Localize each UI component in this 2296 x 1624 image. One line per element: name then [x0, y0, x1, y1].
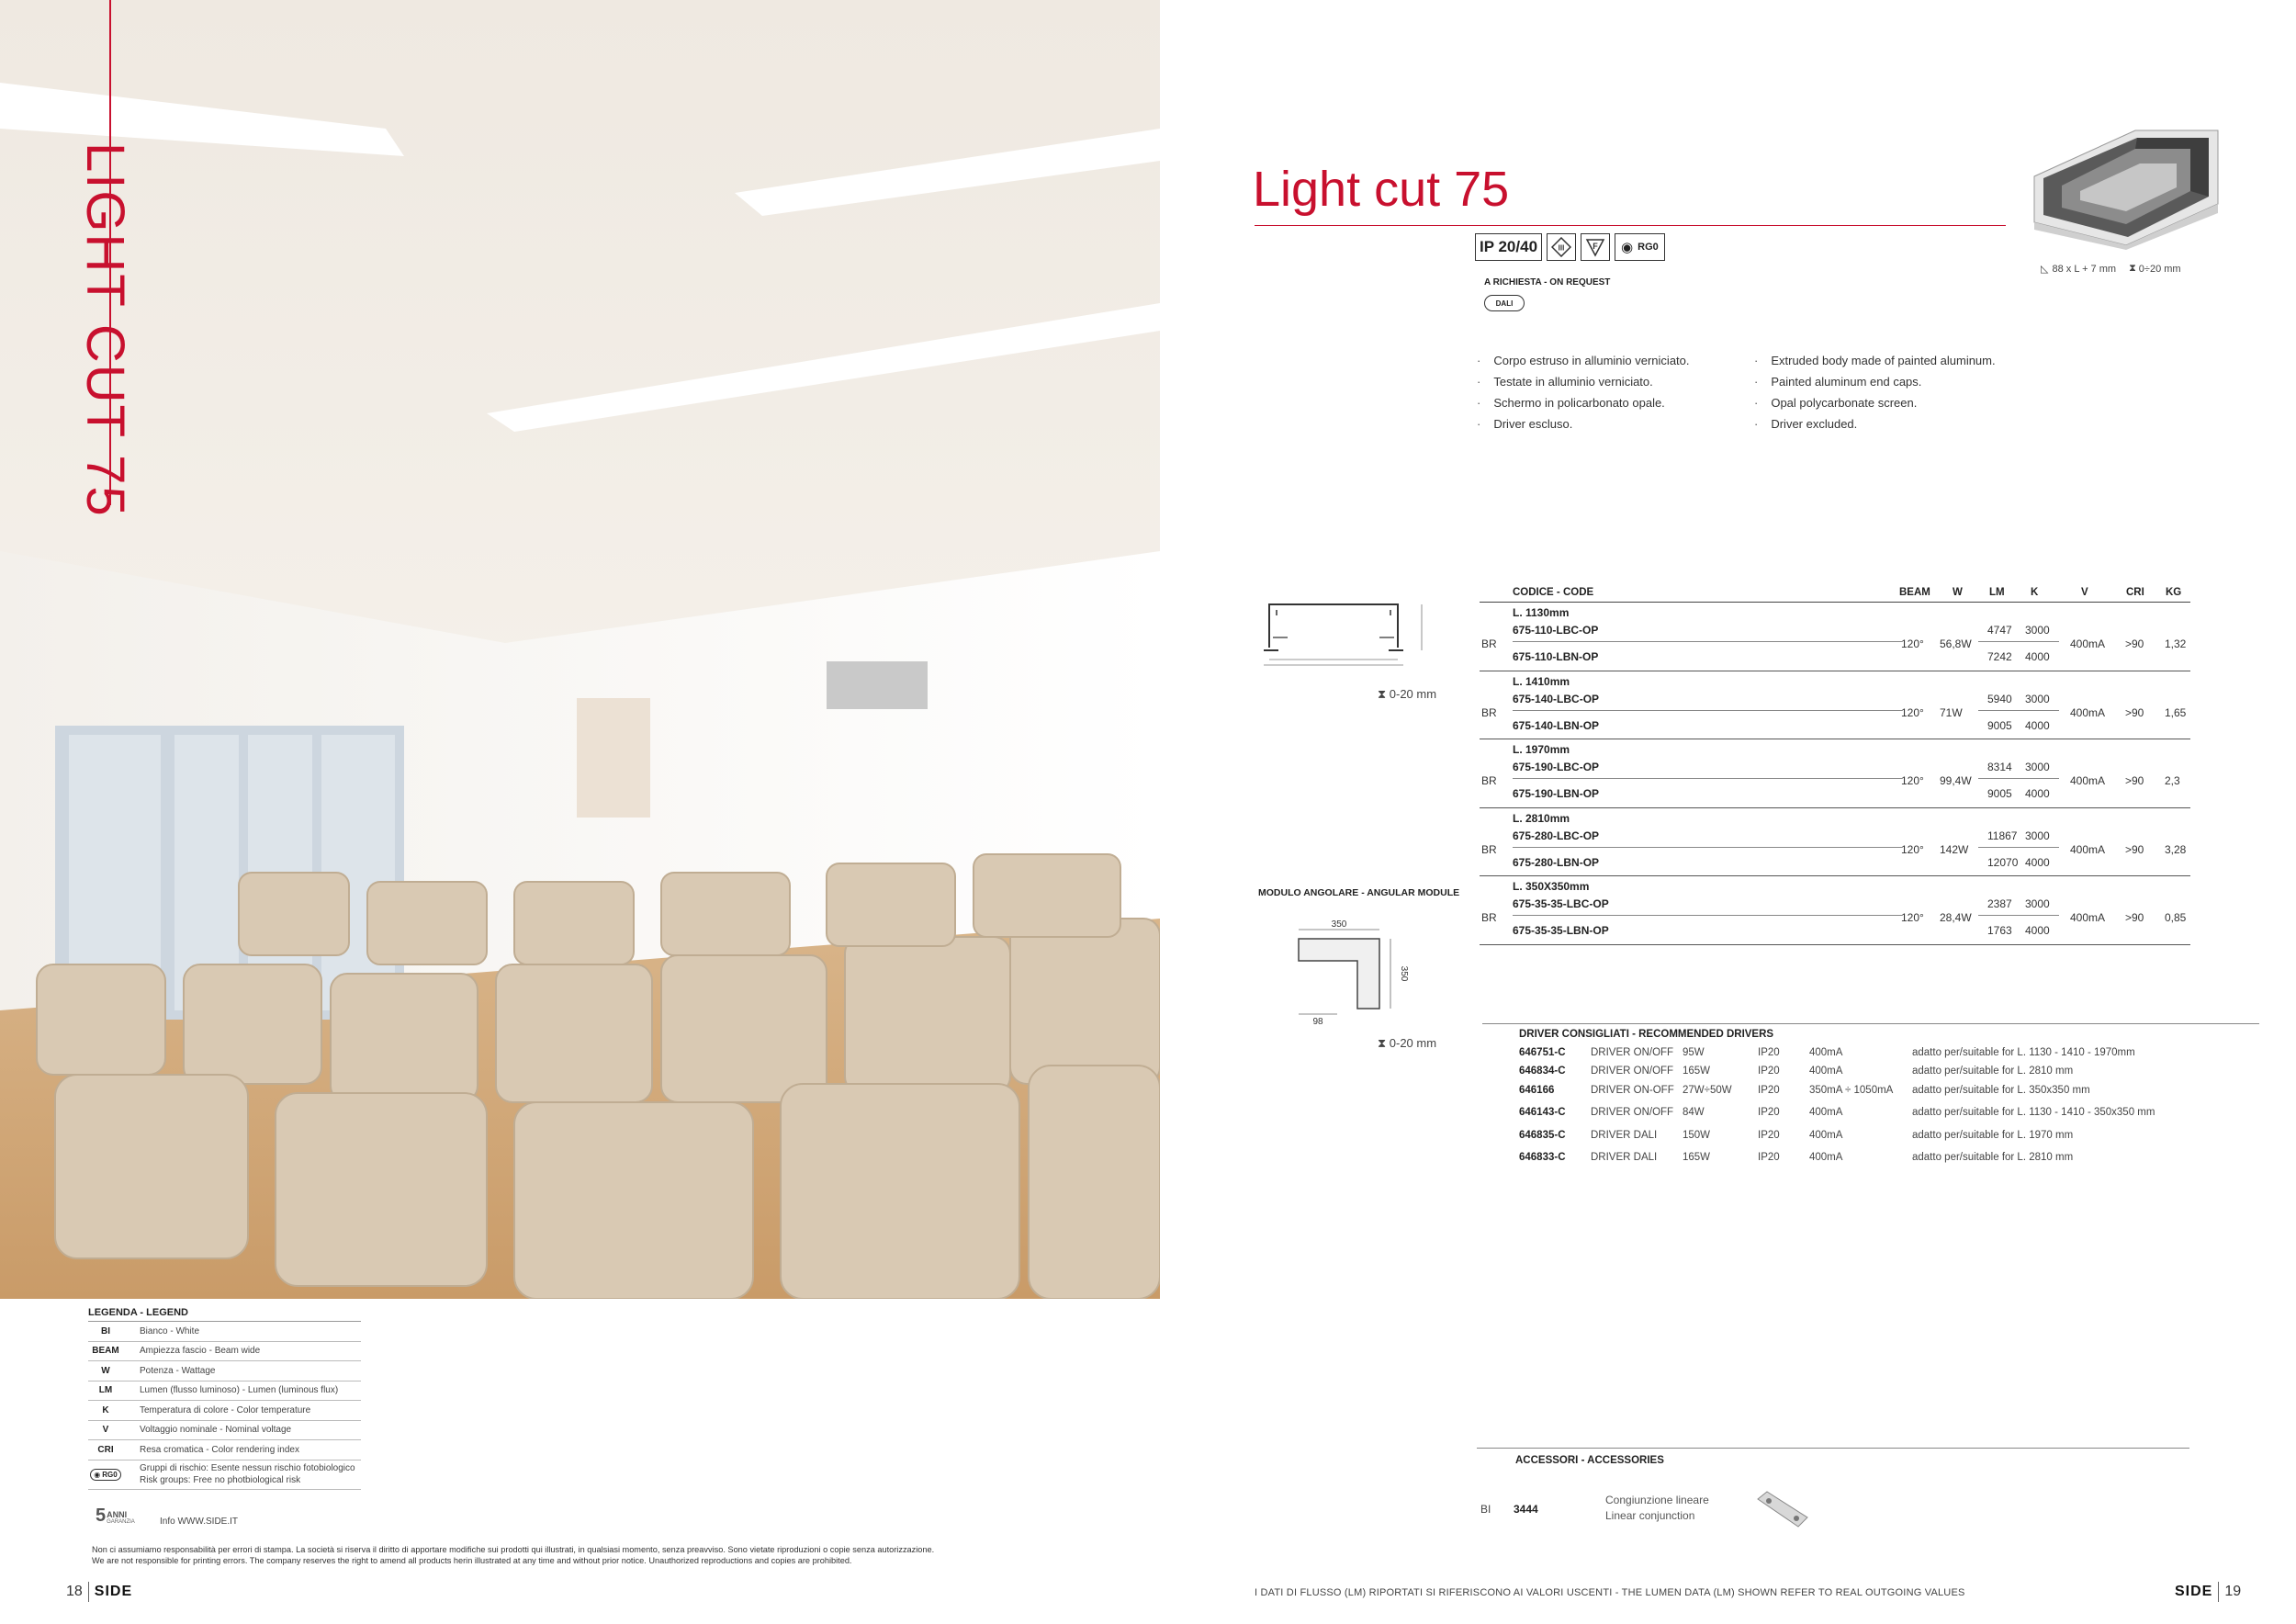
driver-code: 646834-C — [1519, 1066, 1566, 1077]
driver-row — [1482, 1130, 2259, 1146]
lumen: 9005 — [1987, 787, 2012, 800]
feature-item: · Testate in alluminio verniciato. — [1477, 371, 1690, 392]
ip-rating-badge: IP 20/40 — [1475, 233, 1542, 261]
driver-current: 350mA ÷ 1050mA — [1809, 1085, 1894, 1096]
warranty-sub: GARANZIA — [107, 1519, 135, 1525]
lumen: 11867 — [1987, 829, 2018, 842]
angular-module-drawing — [1295, 917, 1409, 1027]
lumen: 9005 — [1987, 718, 2012, 732]
auditorium-photo — [0, 0, 1160, 1299]
accessories-rule — [1477, 1448, 2189, 1449]
driver-ip: IP20 — [1758, 1152, 1780, 1163]
footer-divider — [88, 1582, 89, 1602]
features-list-en — [1754, 350, 1996, 434]
driver-type: DRIVER DALI — [1591, 1130, 1658, 1141]
disclaimer-en: We are not responsible for printing errors. The company reserves the right to amend all products herin illustrated at any time and without prior notice. Unauthorized reproductions and copies are prohibited. — [92, 1556, 852, 1565]
kelvin: 4000 — [2025, 787, 2050, 800]
current: 400mA — [2070, 637, 2106, 650]
info-website-link[interactable]: Info WWW.SIDE.IT — [160, 1517, 239, 1527]
kelvin: 3000 — [2025, 624, 2050, 637]
angular-module-label: MODULO ANGOLARE - ANGULAR MODULE — [1258, 887, 1460, 898]
lumen: 2387 — [1987, 897, 2012, 910]
table-row-group — [1480, 739, 2190, 808]
lumen: 12070 — [1987, 855, 2019, 869]
table-row-group — [1480, 671, 2190, 740]
profile-dimension-icon: ◺ — [2041, 264, 2049, 275]
col-kg: KG — [2166, 587, 2182, 598]
driver-ip: IP20 — [1758, 1107, 1780, 1118]
product-title: Light cut 75 — [1253, 162, 1510, 217]
weight: 1,32 — [2165, 637, 2187, 650]
driver-watt: 165W — [1683, 1152, 1711, 1163]
disclaimer-it: Non ci assumiamo responsabilità per errori di stampa. La società si riserva il diritto di apportare modifiche sui prodotti qui illustrati, in qualsiasi momento, senza preavviso. Sono vietate riproduzioni o copie senza autorizzazione. — [92, 1545, 935, 1554]
driver-ip: IP20 — [1758, 1047, 1780, 1058]
driver-row — [1482, 1066, 2259, 1082]
driver-code: 646833-C — [1519, 1152, 1566, 1163]
legend-row — [88, 1421, 361, 1441]
features-list-it — [1477, 350, 1690, 434]
driver-fit: adatto per/suitable for L. 350x350 mm — [1912, 1085, 2090, 1096]
legend-row-risk — [88, 1460, 361, 1490]
kelvin: 3000 — [2025, 692, 2050, 705]
warranty-word: ANNI — [107, 1510, 128, 1519]
wattage: 28,4W — [1940, 911, 1972, 924]
driver-watt: 165W — [1683, 1066, 1711, 1077]
product-code: 675-140-LBC-OP — [1513, 692, 1600, 705]
legend-value: Bianco - White — [140, 1325, 200, 1336]
product-code: 675-190-LBN-OP — [1513, 787, 1600, 800]
driver-current: 400mA — [1809, 1047, 1843, 1058]
angular-width: 350 — [1331, 919, 1347, 930]
accessories-title: ACCESSORI - ACCESSORIES — [1515, 1455, 1664, 1466]
legend-row — [88, 1322, 361, 1342]
driver-fit: adatto per/suitable for L. 1130 - 1410 - 350x350 mm — [1912, 1107, 2155, 1118]
angular-recess-value: 0-20 mm — [1389, 1036, 1437, 1050]
driver-watt: 150W — [1683, 1130, 1711, 1141]
current: 400mA — [2070, 705, 2106, 719]
kelvin: 3000 — [2025, 897, 2050, 910]
warranty-logo — [96, 1506, 160, 1536]
legend-row — [88, 1440, 361, 1460]
kelvin: 4000 — [2025, 650, 2050, 663]
weight: 3,28 — [2165, 842, 2187, 856]
legend-row — [88, 1361, 361, 1382]
recess-depth-icon: ⧗ — [2129, 263, 2136, 274]
on-request-label: A RICHIESTA - ON REQUEST — [1484, 277, 1611, 288]
risk-group-label: RG0 — [1638, 242, 1659, 253]
driver-watt: 95W — [1683, 1047, 1705, 1058]
color: BR — [1481, 637, 1497, 650]
kelvin: 4000 — [2025, 855, 2050, 869]
product-code: 675-35-35-LBN-OP — [1513, 924, 1609, 937]
feature-item: · Extruded body made of painted aluminum. — [1754, 350, 1996, 371]
length: L. 2810mm — [1513, 811, 1570, 825]
color: BR — [1481, 774, 1497, 787]
driver-code: 646751-C — [1519, 1047, 1566, 1058]
weight: 0,85 — [2165, 911, 2187, 924]
length: L. 1130mm — [1513, 606, 1570, 619]
driver-fit: adatto per/suitable for L. 2810 mm — [1912, 1066, 2074, 1077]
legend-risk-text — [123, 1462, 355, 1486]
accessory-description — [1605, 1493, 1709, 1524]
angular-base: 98 — [1312, 1017, 1323, 1027]
driver-type: DRIVER ON/OFF — [1591, 1066, 1674, 1077]
certification-icons — [1475, 233, 1665, 261]
col-w: W — [1953, 587, 1963, 598]
lumen-data-note: I DATI DI FLUSSO (LM) RIPORTATI SI RIFERISCONO AI VALORI USCENTI - THE LUMEN DATA (LM) SHOWN REFER TO REAL OUTGOING VALUES — [1255, 1587, 1965, 1598]
beam: 120° — [1901, 774, 1924, 787]
driver-ip: IP20 — [1758, 1130, 1780, 1141]
driver-row — [1482, 1085, 2259, 1101]
page-number-left: 18 — [66, 1584, 83, 1599]
legend-row — [88, 1342, 361, 1362]
feature-item: · Driver excluded. — [1754, 413, 1996, 434]
feature-item: · Corpo estruso in alluminio verniciato. — [1477, 350, 1690, 371]
weight: 2,3 — [2165, 774, 2180, 787]
class-III-icon — [1547, 233, 1576, 261]
beam: 120° — [1901, 842, 1924, 856]
driver-type: DRIVER DALI — [1591, 1152, 1658, 1163]
legend-key: LM — [98, 1385, 113, 1396]
cri: >90 — [2125, 637, 2144, 650]
brand-logo: SIDE — [2175, 1584, 2213, 1599]
product-code: 675-280-LBN-OP — [1513, 855, 1600, 869]
lumen: 1763 — [1987, 924, 2012, 937]
legend-value: Temperatura di colore - Color temperature — [140, 1404, 311, 1415]
lumen: 8314 — [1987, 761, 2012, 773]
dimensions-note — [2041, 263, 2181, 275]
color: BR — [1481, 911, 1497, 924]
svg-text:F: F — [1593, 242, 1598, 251]
product-code: 675-35-35-LBC-OP — [1513, 897, 1609, 910]
feature-item: · Opal polycarbonate screen. — [1754, 392, 1996, 413]
kelvin: 3000 — [2025, 829, 2050, 842]
driver-current: 400mA — [1809, 1107, 1843, 1118]
warranty-number: 5 — [96, 1506, 107, 1526]
product-code: 675-280-LBC-OP — [1513, 829, 1600, 842]
profile-recess-value: 0-20 mm — [1389, 687, 1437, 701]
feature-item: · Schermo in policarbonato opale. — [1477, 392, 1690, 413]
weight: 1,65 — [2165, 705, 2187, 719]
footer-divider — [2218, 1582, 2219, 1602]
side-title: LIGHT CUT 75 — [75, 142, 135, 518]
wattage: 142W — [1940, 842, 1969, 856]
footer-left — [66, 1582, 132, 1602]
kelvin: 3000 — [2025, 761, 2050, 773]
driver-watt: 84W — [1683, 1107, 1705, 1118]
length: L. 1970mm — [1513, 743, 1570, 756]
driver-ip: IP20 — [1758, 1066, 1780, 1077]
driver-code: 646835-C — [1519, 1130, 1566, 1141]
accessory-code: 3444 — [1514, 1503, 1538, 1516]
legend-title: LEGENDA - LEGEND — [88, 1307, 361, 1322]
legend-value: Resa cromatica - Color rendering index — [140, 1444, 299, 1455]
footer-right — [2175, 1582, 2241, 1602]
legend — [88, 1307, 361, 1490]
cri: >90 — [2125, 774, 2144, 787]
accessory-desc-en: Linear conjunction — [1605, 1509, 1695, 1522]
beam: 120° — [1901, 705, 1924, 719]
legend-value: Voltaggio nominale - Nominal voltage — [140, 1425, 292, 1436]
product-code: 675-190-LBC-OP — [1513, 761, 1600, 773]
driver-code: 646166 — [1519, 1085, 1555, 1096]
driver-type: DRIVER ON-OFF — [1591, 1085, 1674, 1096]
color: BR — [1481, 842, 1497, 856]
legend-key: BEAM — [92, 1346, 119, 1357]
driver-current: 400mA — [1809, 1130, 1843, 1141]
beam: 120° — [1901, 911, 1924, 924]
cri: >90 — [2125, 842, 2144, 856]
legend-key: BI — [101, 1325, 110, 1336]
page-number-right: 19 — [2224, 1584, 2242, 1599]
legend-key: K — [102, 1404, 109, 1415]
driver-current: 400mA — [1809, 1152, 1843, 1163]
risk-group-badge — [1615, 233, 1665, 261]
angular-recess-note — [1378, 1036, 1436, 1051]
legend-key: V — [102, 1425, 109, 1436]
current: 400mA — [2070, 911, 2106, 924]
current: 400mA — [2070, 774, 2106, 787]
legend-risk-line1: Gruppi di rischio: Esente nessun rischio fotobiologico — [140, 1463, 355, 1473]
profile-section-drawing — [1251, 597, 1446, 671]
product-code: 675-110-LBC-OP — [1513, 624, 1599, 637]
driver-code: 646143-C — [1519, 1107, 1566, 1118]
driver-row — [1482, 1152, 2259, 1168]
lumen: 5940 — [1987, 692, 2012, 705]
driver-fit: adatto per/suitable for L. 1970 mm — [1912, 1130, 2074, 1141]
legend-value: Ampiezza fascio - Beam wide — [140, 1346, 261, 1357]
length: L. 350X350mm — [1513, 880, 1590, 893]
col-code: CODICE - CODE — [1513, 587, 1594, 598]
driver-ip: IP20 — [1758, 1085, 1780, 1096]
title-rule — [1255, 225, 2006, 226]
linear-joint-image — [1754, 1486, 1811, 1532]
table-header — [1480, 586, 2190, 603]
driver-fit: adatto per/suitable for L. 1130 - 1410 - 1970mm — [1912, 1047, 2135, 1058]
col-cri: CRI — [2126, 587, 2144, 598]
legend-row — [88, 1401, 361, 1421]
current: 400mA — [2070, 842, 2106, 856]
driver-type: DRIVER ON/OFF — [1591, 1047, 1674, 1058]
product-image — [2025, 112, 2229, 250]
col-k: K — [2031, 587, 2039, 598]
accessory-color: BI — [1480, 1503, 1491, 1516]
lumen: 4747 — [1987, 624, 2012, 637]
feature-item: · Painted aluminum end caps. — [1754, 371, 1996, 392]
legend-key: CRI — [97, 1444, 114, 1455]
table-row-group — [1480, 808, 2190, 877]
legend-value: Lumen (flusso luminoso) - Lumen (luminous flux) — [140, 1385, 339, 1396]
legend-risk-icon — [88, 1469, 123, 1481]
legend-value: Potenza - Wattage — [140, 1365, 216, 1376]
eye-icon: ◉ — [1621, 240, 1634, 255]
driver-row — [1482, 1107, 2259, 1123]
table-row-group — [1480, 603, 2190, 671]
wattage: 56,8W — [1940, 637, 1972, 650]
beam: 120° — [1901, 637, 1924, 650]
accessory-desc-it: Congiunzione lineare — [1605, 1494, 1709, 1506]
driver-fit: adatto per/suitable for L. 2810 mm — [1912, 1152, 2074, 1163]
legend-row — [88, 1382, 361, 1402]
kelvin: 4000 — [2025, 924, 2050, 937]
product-codes-table — [1480, 586, 2190, 945]
table-row-group — [1480, 876, 2190, 945]
wattage: 99,4W — [1940, 774, 1972, 787]
cri: >90 — [2125, 911, 2144, 924]
col-beam: BEAM — [1899, 587, 1930, 598]
recess-depth: 0÷20 mm — [2138, 263, 2181, 275]
legend-risk-line2: Risk groups: Free no photbiological risk — [140, 1475, 301, 1485]
driver-type: DRIVER ON/OFF — [1591, 1107, 1674, 1118]
color: BR — [1481, 705, 1497, 719]
feature-item: · Driver escluso. — [1477, 413, 1690, 434]
legend-risk-badge: RG0 — [102, 1470, 118, 1479]
cri: >90 — [2125, 705, 2144, 719]
driver-row — [1482, 1047, 2259, 1064]
disclaimer — [92, 1544, 1062, 1566]
recess-depth-icon: ⧗ — [1378, 687, 1387, 701]
lumen: 7242 — [1987, 650, 2012, 663]
legend-key: W — [101, 1365, 110, 1376]
col-v: V — [2081, 587, 2088, 598]
profile-dimensions: 88 x L + 7 mm — [2052, 263, 2117, 275]
product-code: 675-140-LBN-OP — [1513, 718, 1600, 732]
recess-depth-icon: ⧗ — [1378, 1036, 1387, 1050]
svg-text:III: III — [1558, 243, 1565, 253]
driver-watt: 27W÷50W — [1683, 1085, 1732, 1096]
profile-recess-note — [1378, 687, 1436, 702]
col-lm: LM — [1989, 587, 2005, 598]
kelvin: 4000 — [2025, 718, 2050, 732]
angular-height: 350 — [1399, 965, 1409, 982]
f-mark-icon — [1581, 233, 1610, 261]
product-code: 675-110-LBN-OP — [1513, 650, 1599, 663]
dali-badge: DALI — [1484, 295, 1525, 311]
wattage: 71W — [1940, 705, 1963, 719]
driver-current: 400mA — [1809, 1066, 1843, 1077]
drivers-title: DRIVER CONSIGLIATI - RECOMMENDED DRIVERS — [1519, 1029, 1774, 1040]
eye-icon: ◉ — [94, 1470, 101, 1479]
brand-logo: SIDE — [94, 1584, 133, 1599]
length: L. 1410mm — [1513, 674, 1570, 688]
